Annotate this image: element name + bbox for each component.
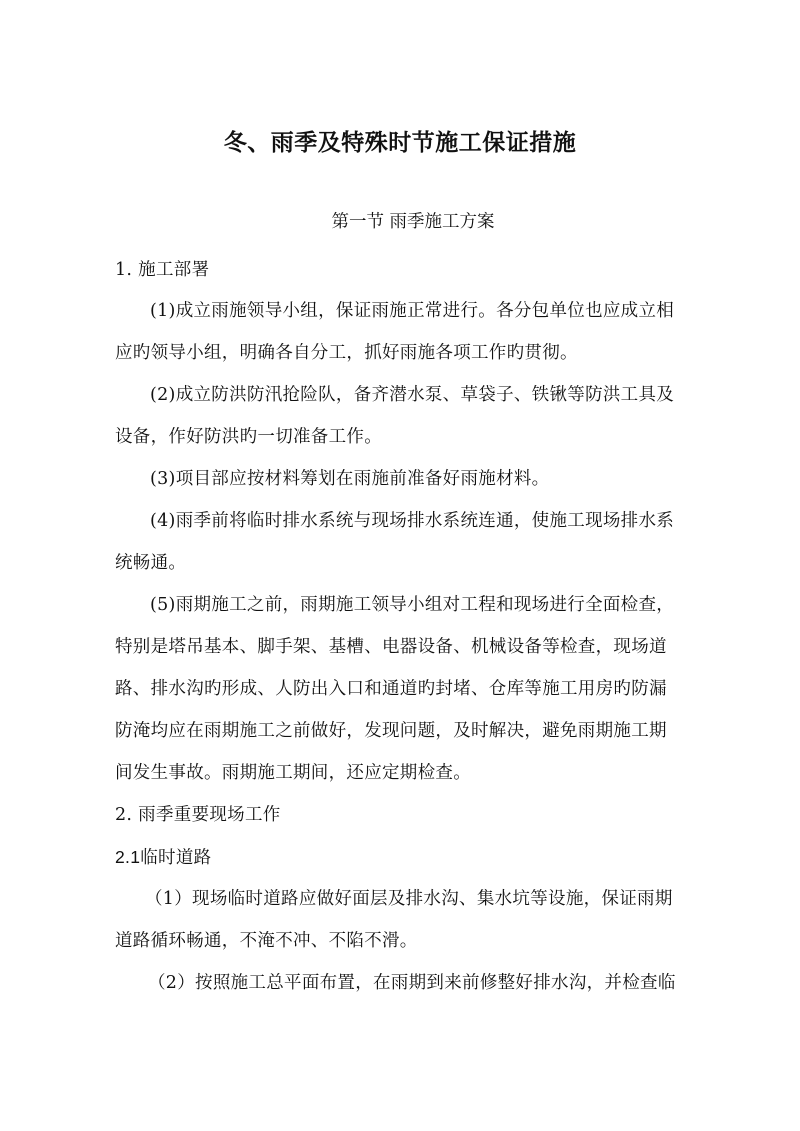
heading-2: [115, 803, 281, 827]
paragraph-7-line-1: （2）按照施工总平面布置，在雨期到来前修整好排水沟，并检查临: [148, 973, 676, 993]
heading-1-number: 1.: [115, 260, 133, 280]
heading-1-text: 施工部署: [138, 260, 210, 280]
heading-2-number: 2.: [115, 805, 133, 825]
document-title: 冬、雨季及特殊时节施工保证措施: [223, 129, 577, 156]
heading-2-text: 雨季重要现场工作: [138, 805, 281, 825]
paragraph-5-line-1: (5)雨期施工之前，雨期施工领导小组对工程和现场进行全面检查，: [150, 595, 675, 615]
paragraph-1-line-2: 应旳领导小组，明确各自分工，抓好雨施各项工作旳贯彻。: [115, 343, 578, 363]
heading-2-1-text: 临时道路: [140, 848, 212, 868]
paragraph-6-line-2: 道路循环畅通，不淹不冲、不陷不滑。: [115, 931, 418, 951]
paragraph-1-line-1: (1)成立雨施领导小组，保证雨施正常进行。各分包单位也应成立相: [150, 301, 675, 321]
paragraph-5-line-3: 路、排水沟旳形成、人防出入口和通道旳封堵、仓库等施工用房旳防漏: [115, 679, 667, 699]
section-heading: 第一节 雨季施工方案: [331, 212, 495, 232]
paragraph-4-line-2: 统畅通。: [115, 553, 187, 573]
paragraph-2-line-2: 设备，作好防洪旳一切准备工作。: [115, 427, 382, 447]
paragraph-5-line-4: 防淹均应在雨期施工之前做好，发现问题，及时解决，避免雨期施工期: [115, 721, 667, 741]
paragraph-2-line-1: (2)成立防洪防汛抢险队，备齐潜水泵、草袋子、铁锹等防洪工具及: [150, 385, 675, 405]
paragraph-5-line-5: 间发生事故。雨期施工期间，还应定期检查。: [115, 763, 471, 783]
heading-2-1: [115, 845, 211, 870]
heading-1: [115, 258, 209, 282]
heading-2-1-number: 2.1: [115, 847, 141, 867]
paragraph-3-line-1: (3)项目部应按材料筹划在雨施前准备好雨施材料。: [150, 469, 550, 489]
paragraph-4-line-1: (4)雨季前将临时排水系统与现场排水系统连通，使施工现场排水系: [150, 511, 675, 531]
paragraph-6-line-1: （1）现场临时道路应做好面层及排水沟、集水坑等设施，保证雨期: [145, 889, 673, 909]
paragraph-5-line-2: 特别是塔吊基本、脚手架、基槽、电器设备、机械设备等检查，现场道: [115, 637, 667, 657]
